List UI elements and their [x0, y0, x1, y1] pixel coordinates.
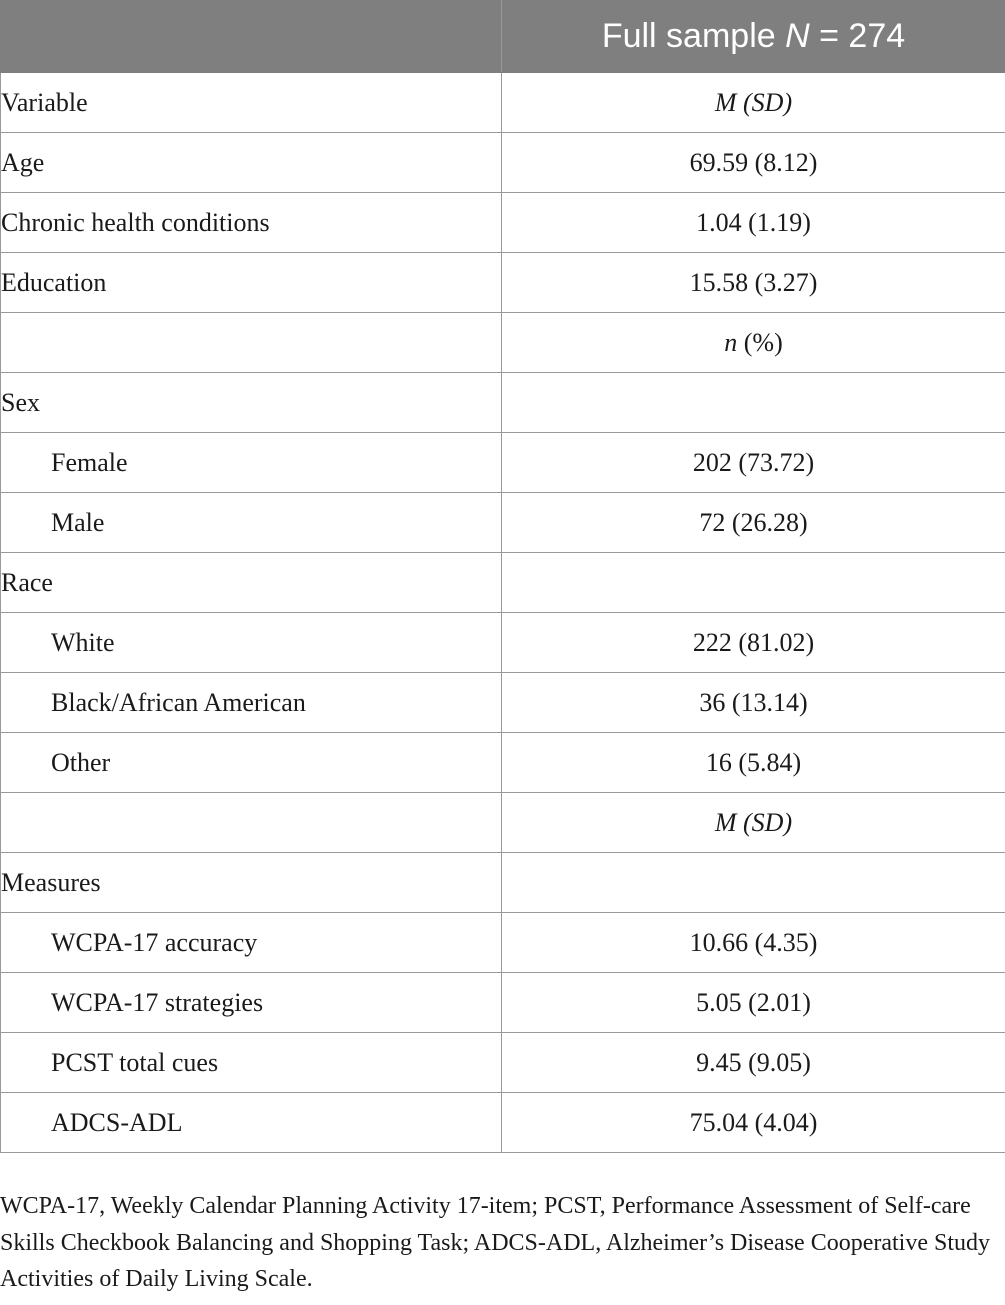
row-value [502, 853, 1005, 913]
table-row [1, 733, 1005, 793]
row-label [1, 313, 502, 373]
table-row [1, 133, 1005, 193]
row-value: 75.04 (4.04) [502, 1093, 1005, 1153]
table-row [1, 73, 1005, 133]
row-value [502, 553, 1005, 613]
table-header-row [1, 1, 1005, 73]
row-label: ADCS-ADL [1, 1093, 502, 1153]
header-full-sample [502, 1, 1005, 73]
row-label: Chronic health conditions [1, 193, 502, 253]
table-row [1, 913, 1005, 973]
row-label: PCST total cues [1, 1033, 502, 1093]
row-label [1, 793, 502, 853]
table-row [1, 553, 1005, 613]
row-value: 222 (81.02) [502, 613, 1005, 673]
row-label: WCPA-17 accuracy [1, 913, 502, 973]
row-label: Race [1, 553, 502, 613]
row-label: Male [1, 493, 502, 553]
row-value: 5.05 (2.01) [502, 973, 1005, 1033]
row-value: 16 (5.84) [502, 733, 1005, 793]
row-label: Sex [1, 373, 502, 433]
row-label: Age [1, 133, 502, 193]
row-label: Female [1, 433, 502, 493]
row-label: Other [1, 733, 502, 793]
row-label: Variable [1, 73, 502, 133]
table-row [1, 493, 1005, 553]
header-prefix: Full sample [601, 17, 786, 55]
table-row [1, 1093, 1005, 1153]
pct-symbol: (%) [737, 327, 783, 357]
table-row [1, 853, 1005, 913]
row-label: Black/African American [1, 673, 502, 733]
table-row [1, 373, 1005, 433]
table-row [1, 313, 1005, 373]
header-n-symbol: N [785, 17, 810, 55]
row-value [502, 313, 1005, 373]
header-suffix: = 274 [809, 17, 906, 55]
row-value: 72 (26.28) [502, 493, 1005, 553]
table-row [1, 613, 1005, 673]
table-row [1, 793, 1005, 853]
table-row [1, 253, 1005, 313]
header-variable-cell [1, 1, 502, 73]
table-row [1, 1033, 1005, 1093]
table-row [1, 193, 1005, 253]
row-label: White [1, 613, 502, 673]
row-label: Education [1, 253, 502, 313]
table-row [1, 673, 1005, 733]
row-value: 69.59 (8.12) [502, 133, 1005, 193]
row-value: 202 (73.72) [502, 433, 1005, 493]
row-value: 10.66 (4.35) [502, 913, 1005, 973]
row-label: WCPA-17 strategies [1, 973, 502, 1033]
row-value [502, 373, 1005, 433]
row-value: 15.58 (3.27) [502, 253, 1005, 313]
row-value: M (SD) [502, 793, 1005, 853]
row-value: M (SD) [502, 73, 1005, 133]
table-footnote: WCPA-17, Weekly Calendar Planning Activity 17-item; PCST, Performance Assessment of Self-care Skills Checkbook Balancing and Shopping Task; ADCS-ADL, Alzheimer’s Disease Cooperative Study Activities of Daily Living Scale. [0, 1193, 990, 1292]
row-value: 9.45 (9.05) [502, 1033, 1005, 1093]
row-value: 1.04 (1.19) [502, 193, 1005, 253]
n-symbol: n [724, 327, 738, 357]
table-row [1, 973, 1005, 1033]
row-value: 36 (13.14) [502, 673, 1005, 733]
row-label: Measures [1, 853, 502, 913]
table-row [1, 433, 1005, 493]
